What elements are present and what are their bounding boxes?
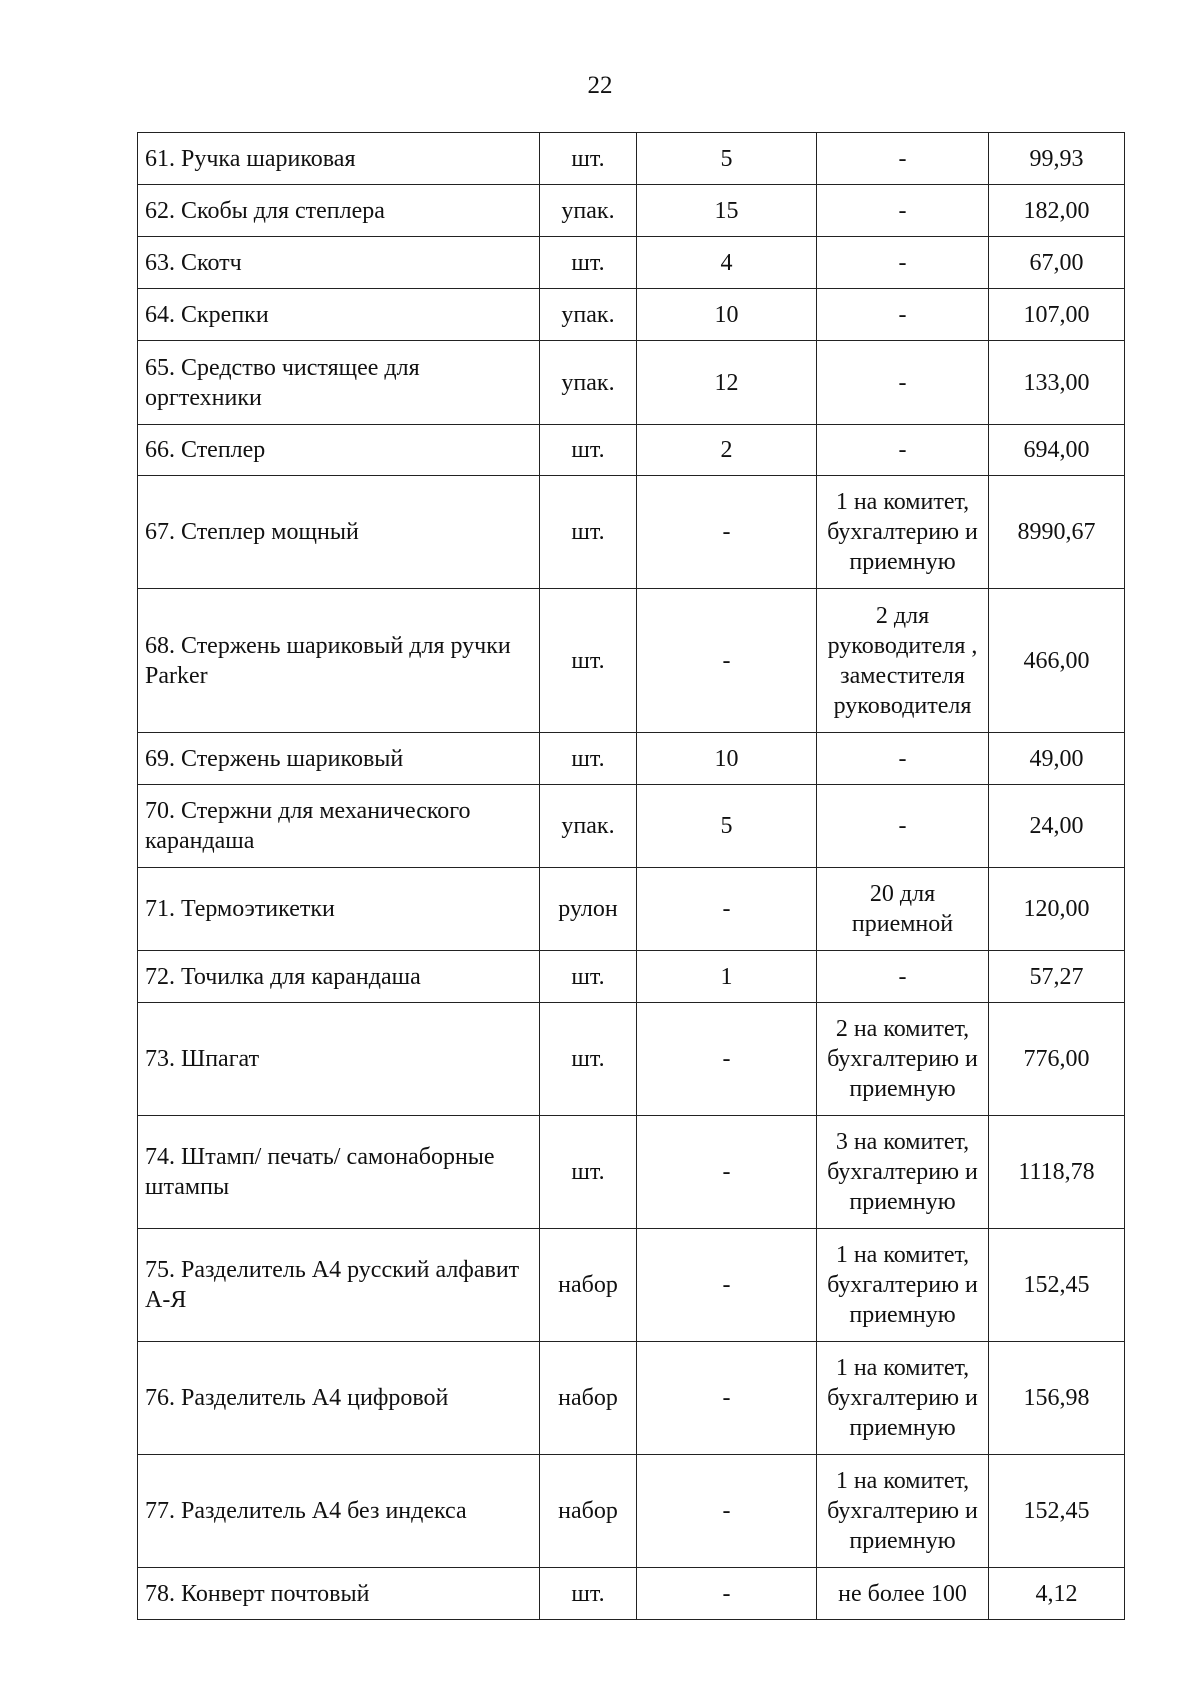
note-cell: -: [817, 289, 989, 341]
price-cell: 182,00: [989, 185, 1125, 237]
item-name-cell: 71. Термоэтикетки: [138, 868, 540, 951]
price-cell: 694,00: [989, 425, 1125, 476]
price-cell: 4,12: [989, 1568, 1125, 1620]
price-cell: 1118,78: [989, 1116, 1125, 1229]
note-cell: -: [817, 237, 989, 289]
note-cell: -: [817, 341, 989, 425]
quantity-cell: -: [637, 1116, 817, 1229]
table-row: [138, 1342, 1125, 1455]
table-row: [138, 785, 1125, 868]
quantity-cell: -: [637, 1003, 817, 1116]
quantity-cell: -: [637, 1229, 817, 1342]
item-name-cell: 73. Шпагат: [138, 1003, 540, 1116]
item-name-cell: 66. Степлер: [138, 425, 540, 476]
note-cell: 20 для приемной: [817, 868, 989, 951]
quantity-cell: 10: [637, 733, 817, 785]
quantity-cell: 2: [637, 425, 817, 476]
table-row: [138, 868, 1125, 951]
price-cell: 24,00: [989, 785, 1125, 868]
unit-cell: набор: [540, 1342, 637, 1455]
table-row: [138, 237, 1125, 289]
note-cell: 3 на комитет, бухгалтерию и приемную: [817, 1116, 989, 1229]
table-row: [138, 589, 1125, 733]
unit-cell: упак.: [540, 289, 637, 341]
unit-cell: упак.: [540, 341, 637, 425]
note-cell: 1 на комитет, бухгалтерию и приемную: [817, 1455, 989, 1568]
quantity-cell: 5: [637, 785, 817, 868]
item-name-cell: 70. Стержни для механического карандаша: [138, 785, 540, 868]
table-row: [138, 1568, 1125, 1620]
unit-cell: шт.: [540, 1568, 637, 1620]
note-cell: -: [817, 733, 989, 785]
table-row: [138, 951, 1125, 1003]
quantity-cell: -: [637, 1455, 817, 1568]
item-name-cell: 63. Скотч: [138, 237, 540, 289]
item-name-cell: 69. Стержень шариковый: [138, 733, 540, 785]
unit-cell: упак.: [540, 785, 637, 868]
quantity-cell: -: [637, 476, 817, 589]
price-cell: 466,00: [989, 589, 1125, 733]
item-name-cell: 68. Стержень шариковый для ручки Parker: [138, 589, 540, 733]
quantity-cell: 4: [637, 237, 817, 289]
price-cell: 776,00: [989, 1003, 1125, 1116]
quantity-cell: -: [637, 1342, 817, 1455]
price-cell: 152,45: [989, 1455, 1125, 1568]
table-row: [138, 1455, 1125, 1568]
unit-cell: шт.: [540, 133, 637, 185]
note-cell: 1 на комитет, бухгалтерию и приемную: [817, 1229, 989, 1342]
unit-cell: рулон: [540, 868, 637, 951]
table-row: [138, 733, 1125, 785]
unit-cell: шт.: [540, 589, 637, 733]
quantity-cell: 15: [637, 185, 817, 237]
table-row: [138, 1003, 1125, 1116]
quantity-cell: -: [637, 868, 817, 951]
unit-cell: шт.: [540, 951, 637, 1003]
unit-cell: шт.: [540, 237, 637, 289]
item-name-cell: 78. Конверт почтовый: [138, 1568, 540, 1620]
note-cell: 2 на комитет, бухгалтерию и приемную: [817, 1003, 989, 1116]
quantity-cell: -: [637, 1568, 817, 1620]
note-cell: -: [817, 785, 989, 868]
table-row: [138, 425, 1125, 476]
unit-cell: набор: [540, 1229, 637, 1342]
note-cell: 1 на комитет, бухгалтерию и приемную: [817, 476, 989, 589]
quantity-cell: 10: [637, 289, 817, 341]
price-cell: 99,93: [989, 133, 1125, 185]
price-cell: 120,00: [989, 868, 1125, 951]
price-cell: 49,00: [989, 733, 1125, 785]
table-row: [138, 1229, 1125, 1342]
price-cell: 57,27: [989, 951, 1125, 1003]
price-cell: 107,00: [989, 289, 1125, 341]
item-name-cell: 77. Разделитель А4 без индекса: [138, 1455, 540, 1568]
price-cell: 152,45: [989, 1229, 1125, 1342]
note-cell: не более 100: [817, 1568, 989, 1620]
table-row: [138, 476, 1125, 589]
table-row: [138, 289, 1125, 341]
page-number: 22: [587, 72, 613, 99]
note-cell: -: [817, 185, 989, 237]
price-cell: 133,00: [989, 341, 1125, 425]
supplies-table: [137, 132, 1125, 1620]
note-cell: -: [817, 425, 989, 476]
unit-cell: набор: [540, 1455, 637, 1568]
item-name-cell: 74. Штамп/ печать/ самонаборные штампы: [138, 1116, 540, 1229]
unit-cell: шт.: [540, 1116, 637, 1229]
price-cell: 156,98: [989, 1342, 1125, 1455]
table-row: [138, 185, 1125, 237]
table-row: [138, 341, 1125, 425]
item-name-cell: 64. Скрепки: [138, 289, 540, 341]
item-name-cell: 75. Разделитель А4 русский алфавит А-Я: [138, 1229, 540, 1342]
price-cell: 8990,67: [989, 476, 1125, 589]
quantity-cell: 5: [637, 133, 817, 185]
quantity-cell: 1: [637, 951, 817, 1003]
price-cell: 67,00: [989, 237, 1125, 289]
item-name-cell: 72. Точилка для карандаша: [138, 951, 540, 1003]
unit-cell: упак.: [540, 185, 637, 237]
item-name-cell: 62. Скобы для степлера: [138, 185, 540, 237]
item-name-cell: 76. Разделитель А4 цифровой: [138, 1342, 540, 1455]
item-name-cell: 67. Степлер мощный: [138, 476, 540, 589]
note-cell: -: [817, 951, 989, 1003]
note-cell: -: [817, 133, 989, 185]
item-name-cell: 65. Средство чистящее для оргтехники: [138, 341, 540, 425]
unit-cell: шт.: [540, 425, 637, 476]
quantity-cell: 12: [637, 341, 817, 425]
table-row: [138, 133, 1125, 185]
unit-cell: шт.: [540, 733, 637, 785]
note-cell: 1 на комитет, бухгалтерию и приемную: [817, 1342, 989, 1455]
item-name-cell: 61. Ручка шариковая: [138, 133, 540, 185]
unit-cell: шт.: [540, 476, 637, 589]
note-cell: 2 для руководителя , заместителя руководителя: [817, 589, 989, 733]
quantity-cell: -: [637, 589, 817, 733]
table-row: [138, 1116, 1125, 1229]
unit-cell: шт.: [540, 1003, 637, 1116]
